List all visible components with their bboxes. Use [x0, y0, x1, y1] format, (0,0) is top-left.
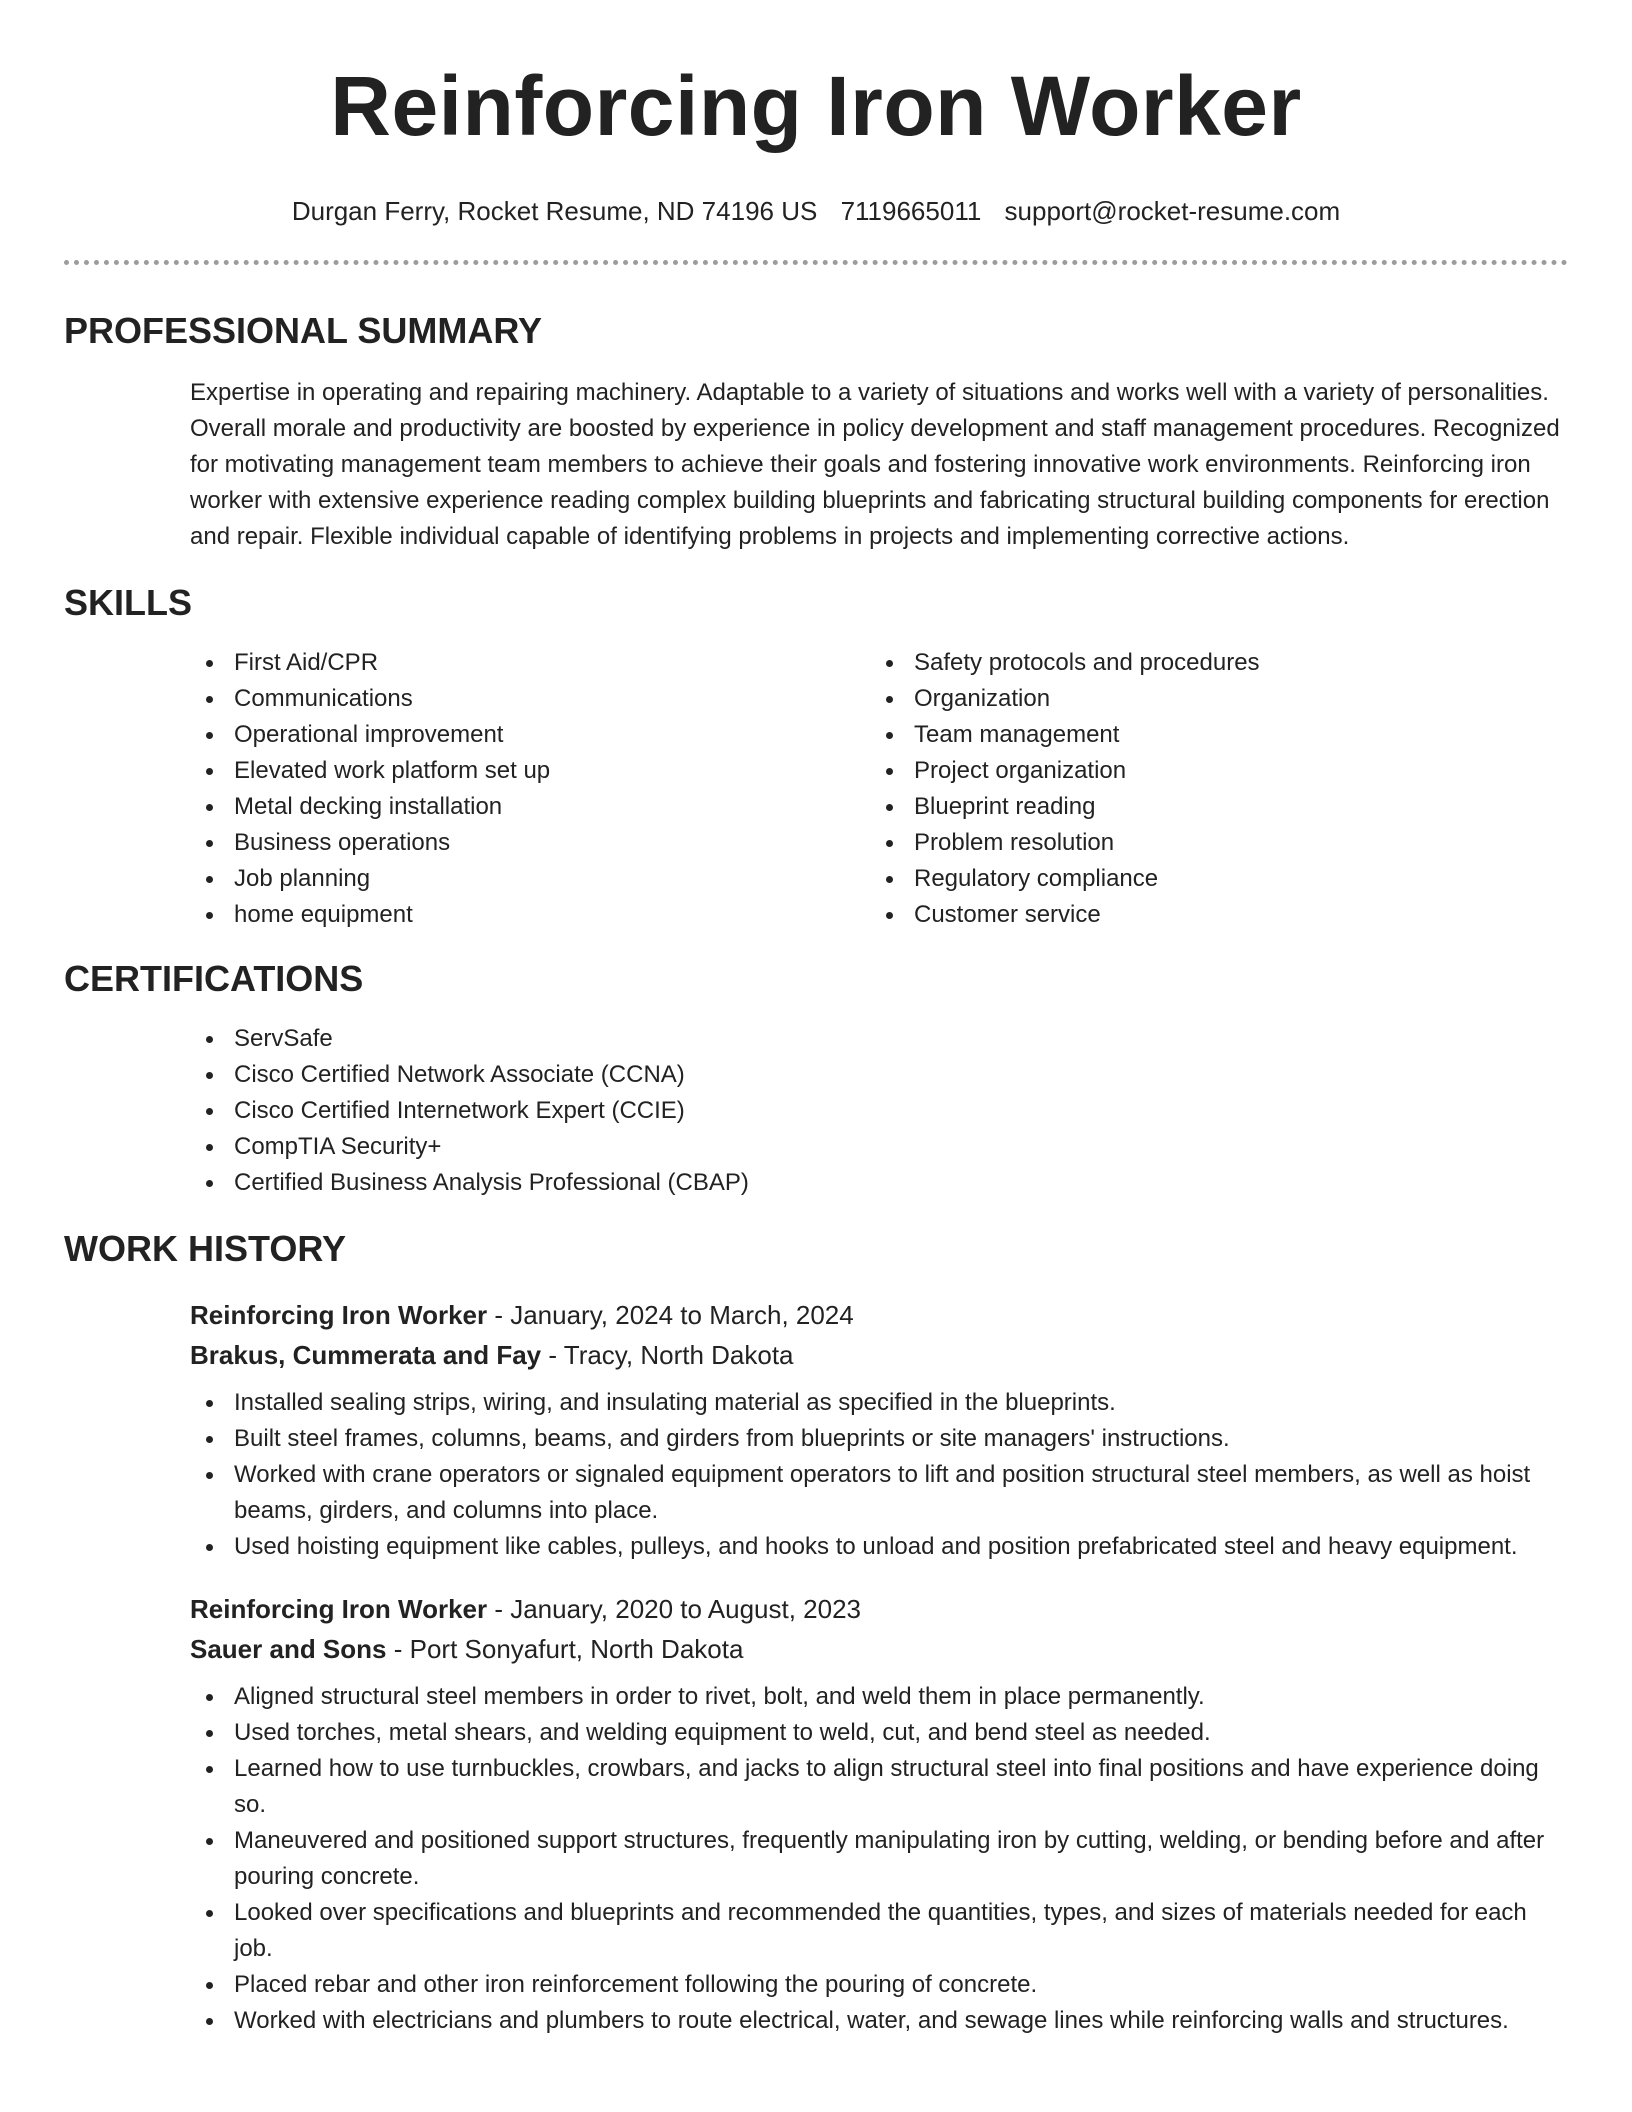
job-bullet: Used hoisting equipment like cables, pulleys, and hooks to unload and position prefabricated steel and heavy equipment.	[190, 1529, 1568, 1565]
certification-item: Cisco Certified Internetwork Expert (CCIE)	[190, 1093, 1568, 1129]
certifications-list	[190, 1021, 1568, 1201]
skill-item: Safety protocols and procedures	[870, 645, 1550, 681]
certifications-heading: CERTIFICATIONS	[64, 958, 364, 999]
header-divider	[64, 260, 1568, 265]
skill-item: Blueprint reading	[870, 789, 1550, 825]
job-title-line	[190, 1589, 1568, 1629]
contact-email: support@rocket-resume.com	[1004, 196, 1341, 226]
skill-item: Operational improvement	[190, 717, 870, 753]
job-location: - Port Sonyafurt, North Dakota	[386, 1634, 744, 1664]
skill-item: Metal decking installation	[190, 789, 870, 825]
skills-column-left	[190, 645, 870, 933]
work-history-heading: WORK HISTORY	[64, 1228, 347, 1269]
skills-heading: SKILLS	[64, 582, 193, 623]
skill-item: Problem resolution	[870, 825, 1550, 861]
job-bullet: Worked with crane operators or signaled equipment operators to lift and position structural steel members, as well as hoist beams, girders, and columns into place.	[190, 1457, 1568, 1529]
job-location: - Tracy, North Dakota	[541, 1340, 794, 1370]
skill-item: Project organization	[870, 753, 1550, 789]
job-company-line	[190, 1335, 1568, 1375]
job-bullet: Aligned structural steel members in order to rivet, bolt, and weld them in place permanently.	[190, 1679, 1568, 1715]
job-bullets	[190, 1679, 1568, 2039]
certification-item: ServSafe	[190, 1021, 1568, 1057]
skill-item: Communications	[190, 681, 870, 717]
skill-item: Organization	[870, 681, 1550, 717]
job-company: Brakus, Cummerata and Fay	[190, 1340, 542, 1370]
job-bullets	[190, 1385, 1568, 1565]
job-bullet: Worked with electricians and plumbers to route electrical, water, and sewage lines while reinforcing walls and structures.	[190, 2003, 1568, 2039]
job-entry	[190, 1295, 1568, 1565]
skill-item: First Aid/CPR	[190, 645, 870, 681]
skill-item: Regulatory compliance	[870, 861, 1550, 897]
certification-item: Cisco Certified Network Associate (CCNA)	[190, 1057, 1568, 1093]
job-bullet: Built steel frames, columns, beams, and girders from blueprints or site managers' instructions.	[190, 1421, 1568, 1457]
job-bullet: Used torches, metal shears, and welding equipment to weld, cut, and bend steel as needed.	[190, 1715, 1568, 1751]
summary-text: Expertise in operating and repairing machinery. Adaptable to a variety of situations and works well with a variety of personalities. Overall morale and productivity are boosted by experience in policy development and staff management procedures. Recognized for motivating management team members to achieve their goals and fostering innovative work environments. Reinforcing iron worker with extensive experience reading complex building blueprints and fabricating structural building components for erection and repair. Flexible individual capable of identifying problems in projects and implementing corrective actions.	[190, 379, 1560, 550]
contact-phone: 7119665011	[840, 196, 982, 226]
skills-list	[190, 645, 1568, 933]
skill-item: Customer service	[870, 897, 1550, 933]
job-bullet: Learned how to use turnbuckles, crowbars, and jacks to align structural steel into final positions and have experience doing so.	[190, 1751, 1568, 1823]
job-company-line	[190, 1629, 1568, 1669]
skill-item: home equipment	[190, 897, 870, 933]
summary-heading: PROFESSIONAL SUMMARY	[64, 310, 543, 351]
contact-address: Durgan Ferry, Rocket Resume, ND 74196 US	[291, 196, 818, 226]
job-title-line	[190, 1295, 1568, 1335]
skill-item: Job planning	[190, 861, 870, 897]
job-entry	[190, 1589, 1568, 2039]
job-bullet: Maneuvered and positioned support structures, frequently manipulating iron by cutting, welding, or bending before and after pouring concrete.	[190, 1823, 1568, 1895]
resume-page	[64, 0, 1568, 2039]
job-role: Reinforcing Iron Worker	[190, 1300, 488, 1330]
job-bullet: Placed rebar and other iron reinforcement following the pouring of concrete.	[190, 1967, 1568, 2003]
job-bullet: Looked over specifications and blueprints and recommended the quantities, types, and sizes of materials needed for each job.	[190, 1895, 1568, 1967]
certification-item: CompTIA Security+	[190, 1129, 1568, 1165]
skill-item: Elevated work platform set up	[190, 753, 870, 789]
job-bullet: Installed sealing strips, wiring, and insulating material as specified in the blueprints.	[190, 1385, 1568, 1421]
job-company: Sauer and Sons	[190, 1634, 387, 1664]
job-dates: - January, 2024 to March, 2024	[487, 1300, 854, 1330]
skills-column-right	[870, 645, 1550, 933]
job-role: Reinforcing Iron Worker	[190, 1594, 488, 1624]
certification-item: Certified Business Analysis Professional (CBAP)	[190, 1165, 1568, 1201]
contact-line	[64, 194, 1568, 228]
job-dates: - January, 2020 to August, 2023	[487, 1594, 861, 1624]
skill-item: Team management	[870, 717, 1550, 753]
skill-item: Business operations	[190, 825, 870, 861]
resume-name: Reinforcing Iron Worker	[330, 59, 1302, 153]
